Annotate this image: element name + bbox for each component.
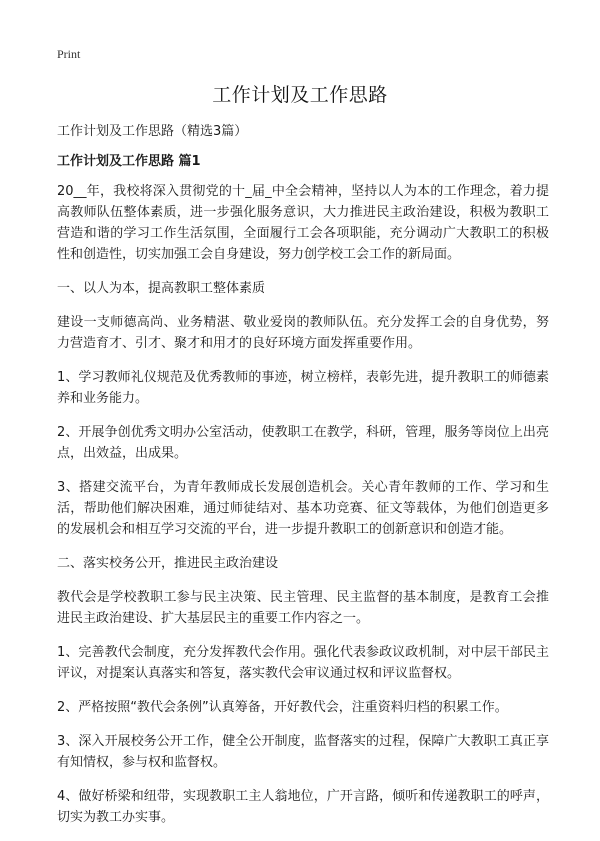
list-item: 2、开展争创优秀文明办公室活动，使教职工在教学，科研，管理，服务等岗位上出亮点，出效益，出成果。 xyxy=(57,425,549,461)
page-title: 工作计划及工作思路 xyxy=(212,84,388,106)
list-item: 3、搭建交流平台，为青年教师成长发展创造机会。关心青年教师的工作、学习和生活，帮助他们解决困难，通过师徒结对、基本功竞赛、征文等载体，为他们创造更多的发展机会和相互学习交流的平台，进一步提升教职工的创新意识和创造才能。 xyxy=(57,480,549,537)
print-label: Print xyxy=(57,47,81,61)
paragraph: 教代会是学校教职工参与民主决策、民主管理、民主监督的基本制度，是教育工会推进民主政治建设、扩大基层民主的重要工作内容之一。 xyxy=(57,590,549,626)
list-item: 4、做好桥梁和纽带，实现教职工主人翁地位，广开言路，倾听和传递教职工的呼声，切实为教工办实事。 xyxy=(57,789,549,825)
document-body xyxy=(57,121,549,841)
paragraph: 建设一支师德高尚、业务精湛、敬业爱岗的教师队伍。充分发挥工会的自身优势，努力营造育才、引才、聚才和用才的良好环境方面发挥重要作用。 xyxy=(57,315,549,351)
list-item: 3、深入开展校务公开工作，健全公开制度，监督落实的过程，保障广大教职工真正享有知情权，参与权和监督权。 xyxy=(57,734,549,770)
document-subtitle: 工作计划及工作思路（精选3篇） xyxy=(57,124,248,139)
section-title: 工作计划及工作思路 篇1 xyxy=(57,154,201,169)
list-item: 1、学习教师礼仪规范及优秀教师的事迹，树立榜样，表彰先进，提升教职工的师德素养和业务能力。 xyxy=(57,370,549,406)
list-item: 2、严格按照“教代会条例”认真筹备，开好教代会，注重资料归档的积累工作。 xyxy=(57,700,508,715)
paragraph-intro: 20__年，我校将深入贯彻党的十_届_中全会精神，坚持以人为本的工作理念，着力提高教师队伍整体素质，进一步强化服务意识，大力推进民主政治建设，积极为教职工营造和谐的学习工作生活氛围，全面履行工会各项职能，充分调动广大教职工的积极性和创造性，切实加强工会自身建设，努力创学校工会工作的新局面。 xyxy=(57,184,549,262)
list-item: 1、完善教代会制度，充分发挥教代会作用。强化代表参政议政机制，对中层干部民主评议，对提案认真落实和答复，落实教代会审议通过权和评议监督权。 xyxy=(57,645,549,681)
heading-section-2: 二、落实校务公开，推进民主政治建设 xyxy=(57,556,279,571)
heading-section-1: 一、以人为本，提高教职工整体素质 xyxy=(57,281,266,296)
